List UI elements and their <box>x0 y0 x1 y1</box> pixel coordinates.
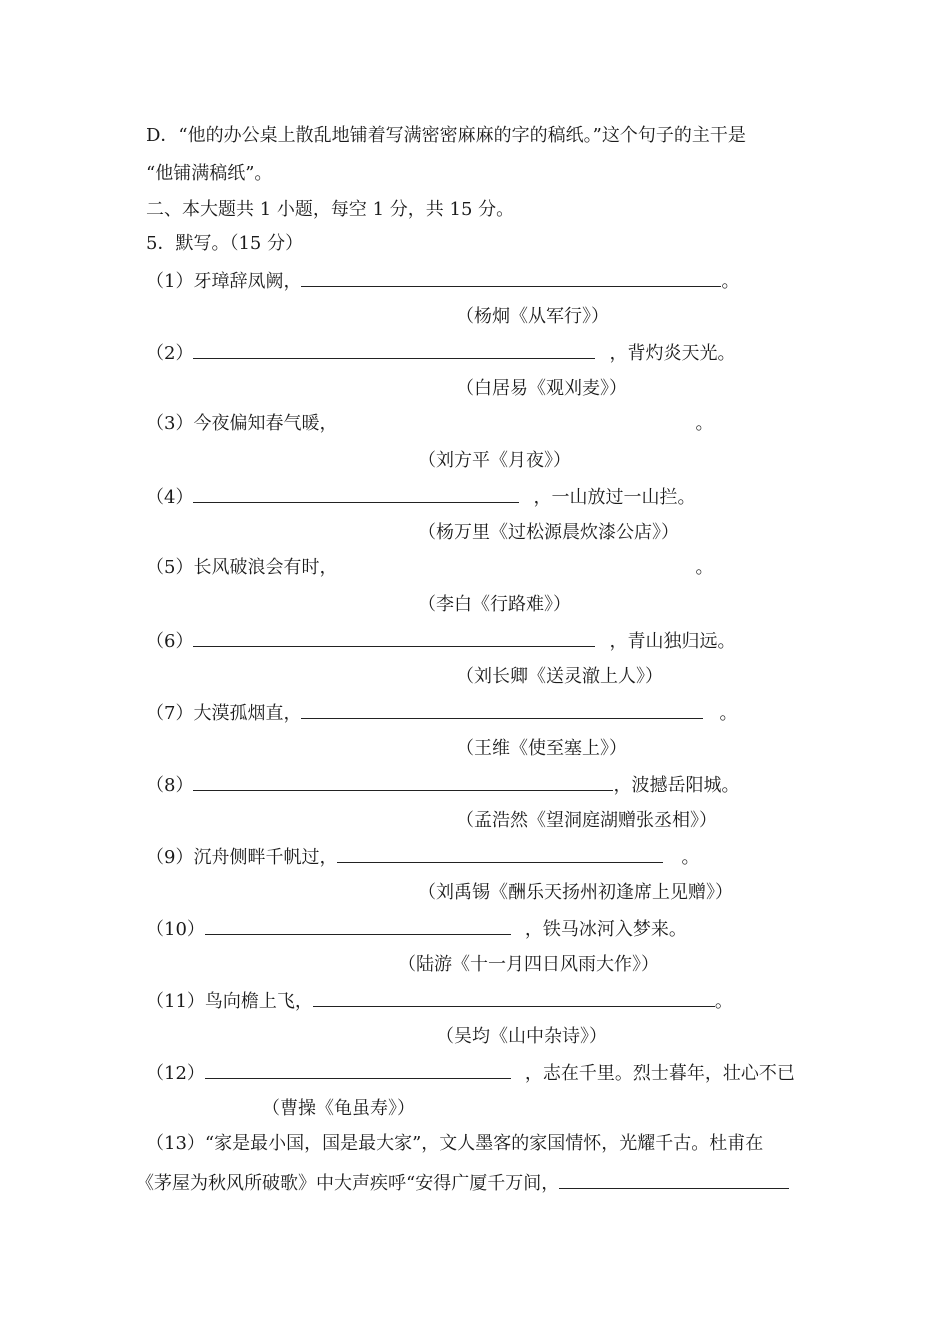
item-2-source: （白居易《观刈麦》） <box>456 378 627 399</box>
item-12 <box>146 1060 795 1086</box>
item-1-source: （杨炯《从军行》） <box>456 306 609 327</box>
item-suffix: ，波撼岳阳城。 <box>613 775 740 796</box>
item-10-source: （陆游《十一月四日风雨大作》） <box>398 954 659 975</box>
item-11 <box>146 988 733 1014</box>
item-prefix: 大漠孤烟直， <box>193 703 302 724</box>
item-prefix: 长风破浪会有时， <box>193 557 338 578</box>
item-13-line-1: （13）“家是最小国，国是最大家”，文人墨客的家国情怀，光耀千古。杜甫在 <box>146 1133 764 1154</box>
answer-blank-10[interactable] <box>205 916 511 935</box>
item-number: （1） <box>146 271 194 292</box>
item-9-source: （刘禹锡《酬乐天扬州初逢席上见赠》） <box>418 882 733 903</box>
item-prefix: 今夜偏知春气暖， <box>193 413 338 434</box>
answer-blank-12[interactable] <box>205 1060 511 1079</box>
item-3-source: （刘方平《月夜》） <box>418 450 571 471</box>
item-suffix: ，志在千里。烈士暮年，壮心不已 <box>524 1063 795 1084</box>
item-10 <box>146 916 687 942</box>
item-suffix: 。 <box>695 557 714 578</box>
option-d-line-2: “他铺满稿纸”。 <box>146 163 273 184</box>
section-2-heading: 二、本大题共 1 小题，每空 1 分，共 15 分。 <box>146 199 515 220</box>
item-number: （8） <box>146 775 194 796</box>
item-suffix: 。 <box>721 271 740 292</box>
item-1 <box>146 268 739 294</box>
item-number: （12） <box>146 1063 205 1084</box>
item-suffix: ，一山放过一山拦。 <box>533 487 696 508</box>
item-8 <box>146 772 739 798</box>
item-number: （4） <box>146 487 194 508</box>
answer-blank-13[interactable] <box>559 1170 789 1189</box>
item-13-line-2 <box>136 1170 789 1196</box>
item-13-text: 《茅屋为秋风所破歌》中大声疾呼“安得广厦千万间， <box>136 1173 560 1194</box>
answer-blank-11[interactable] <box>313 988 715 1007</box>
item-5 <box>146 556 713 580</box>
item-suffix: 。 <box>714 991 733 1012</box>
item-number: （3） <box>146 413 194 434</box>
item-4-source: （杨万里《过松源晨炊漆公店》） <box>418 522 679 543</box>
item-7-source: （王维《使至塞上》） <box>456 738 627 759</box>
item-number: （7） <box>146 703 194 724</box>
item-11-source: （吴均《山中杂诗》） <box>436 1026 607 1047</box>
option-d-line-1: D．“他的办公桌上散乱地铺着写满密密麻麻的字的稿纸。”这个句子的主干是 <box>146 125 746 146</box>
item-7 <box>146 700 737 726</box>
answer-blank-6[interactable] <box>193 628 595 647</box>
answer-blank-8[interactable] <box>193 772 613 791</box>
item-suffix: ，青山独归远。 <box>609 631 736 652</box>
answer-blank-9[interactable] <box>337 844 663 863</box>
answer-blank-4[interactable] <box>193 484 519 503</box>
item-8-source: （孟浩然《望洞庭湖赠张丞相》） <box>456 810 717 831</box>
item-suffix: ，铁马冰河入梦来。 <box>524 919 687 940</box>
item-5-source: （李白《行路难》） <box>418 594 571 615</box>
item-suffix: 。 <box>719 703 738 724</box>
item-4 <box>146 484 695 510</box>
item-prefix: 沉舟侧畔千帆过， <box>193 847 338 868</box>
item-number: （11） <box>146 991 205 1012</box>
item-suffix: 。 <box>681 847 700 868</box>
item-prefix: 鸟向檐上飞， <box>204 991 313 1012</box>
item-3 <box>146 412 713 436</box>
item-6-source: （刘长卿《送灵澈上人》） <box>456 666 663 687</box>
item-9 <box>146 844 699 870</box>
answer-blank-7[interactable] <box>301 700 703 719</box>
item-2 <box>146 340 735 366</box>
item-6 <box>146 628 735 654</box>
item-prefix: 牙璋辞凤阙， <box>193 271 302 292</box>
answer-blank-1[interactable] <box>301 268 721 287</box>
item-suffix: ，背灼炎天光。 <box>609 343 736 364</box>
item-number: （2） <box>146 343 194 364</box>
question-5-title: 5．默写。（15 分） <box>146 233 304 254</box>
item-suffix: 。 <box>695 413 714 434</box>
item-12-source: （曹操《龟虽寿》） <box>262 1098 415 1119</box>
answer-blank-2[interactable] <box>193 340 595 359</box>
item-number: （5） <box>146 557 194 578</box>
item-number: （9） <box>146 847 194 868</box>
item-number: （6） <box>146 631 194 652</box>
item-number: （10） <box>146 919 205 940</box>
